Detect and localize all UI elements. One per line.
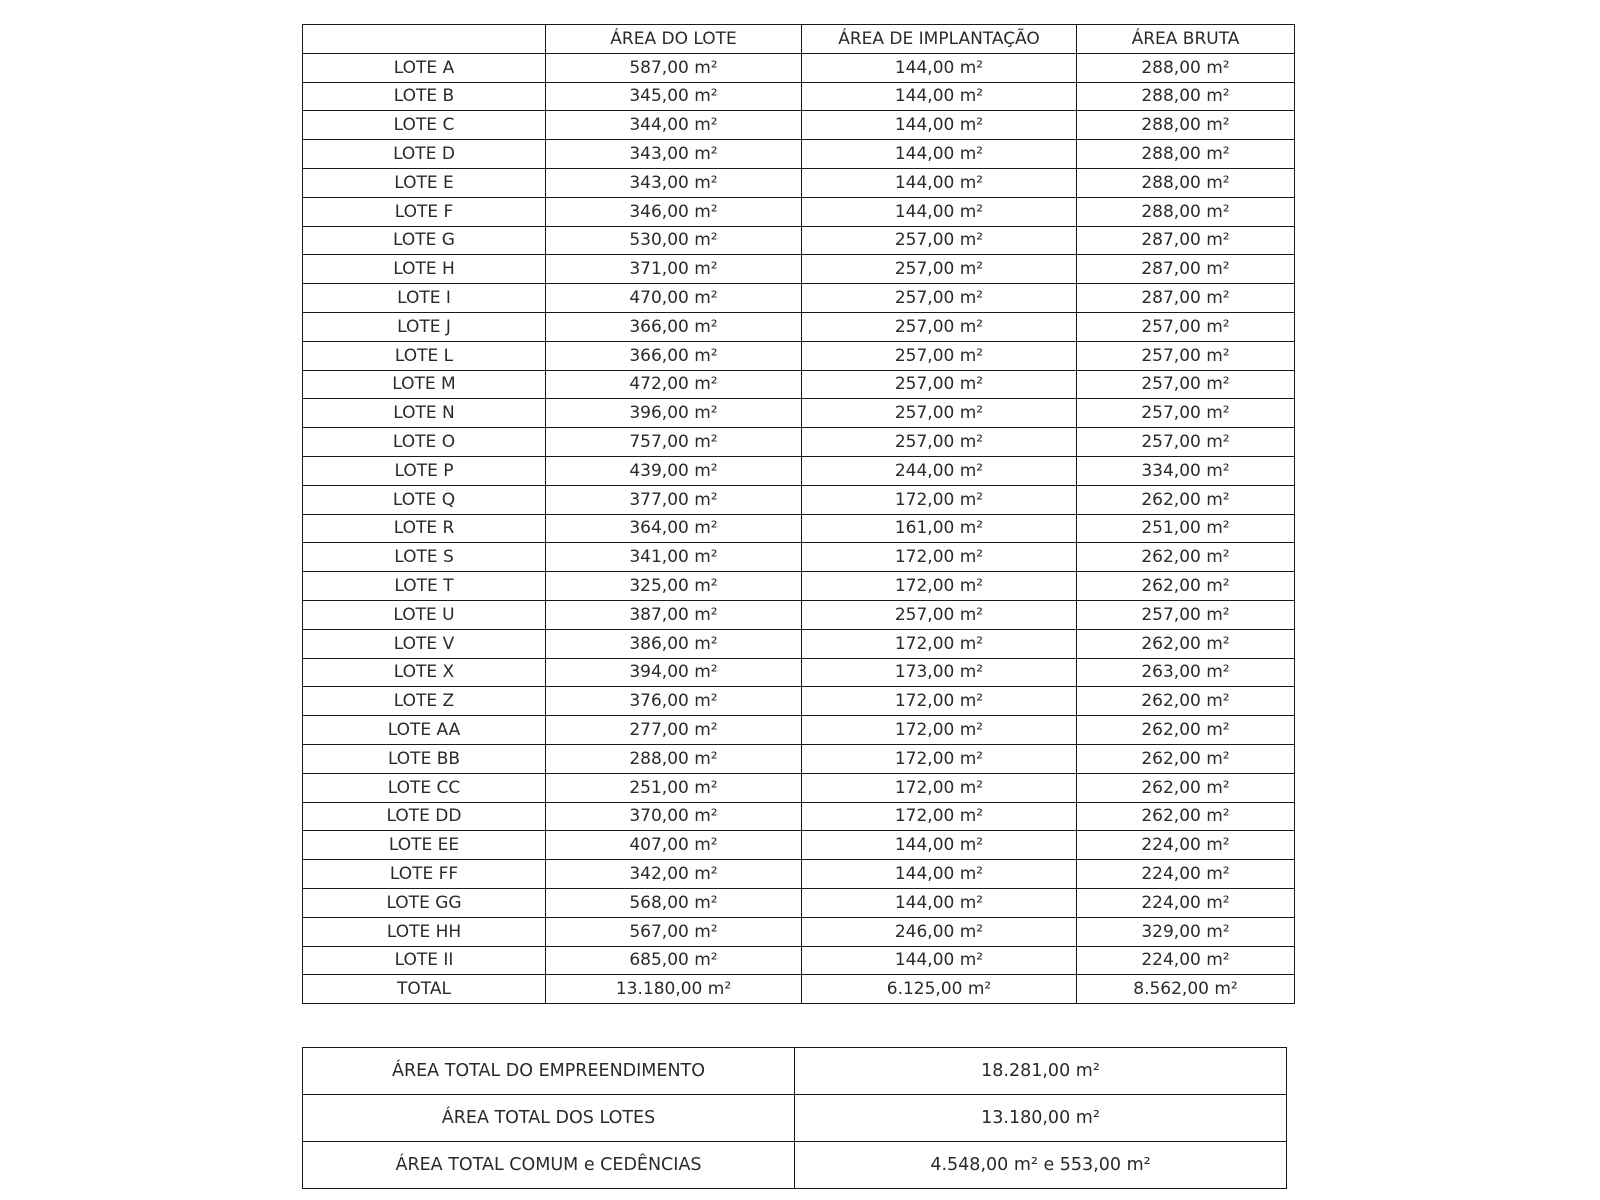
implantation-area-cell: 257,00 m²	[802, 600, 1077, 629]
summary-label-cell: ÁREA TOTAL DOS LOTES	[303, 1095, 795, 1142]
lot-area-cell: 345,00 m²	[546, 82, 802, 111]
lot-name-cell: LOTE S	[303, 543, 546, 572]
summary-row	[303, 1048, 1287, 1095]
lot-name-cell: LOTE D	[303, 140, 546, 169]
gross-area-cell: 262,00 m²	[1077, 716, 1295, 745]
lots-table-body	[303, 53, 1295, 1003]
lot-name-cell: LOTE Z	[303, 687, 546, 716]
gross-area-cell: 288,00 m²	[1077, 168, 1295, 197]
gross-area-cell: 257,00 m²	[1077, 370, 1295, 399]
lot-name-cell: LOTE R	[303, 514, 546, 543]
lot-name-cell: LOTE FF	[303, 860, 546, 889]
table-row	[303, 802, 1295, 831]
total-row	[303, 975, 1295, 1004]
table-row	[303, 82, 1295, 111]
lots-table-header	[303, 25, 1295, 54]
lot-area-cell: 370,00 m²	[546, 802, 802, 831]
table-row	[303, 888, 1295, 917]
table-row	[303, 341, 1295, 370]
lot-area-cell: 685,00 m²	[546, 946, 802, 975]
lot-area-cell: 377,00 m²	[546, 485, 802, 514]
lot-name-cell: LOTE AA	[303, 716, 546, 745]
implantation-area-cell: 172,00 m²	[802, 773, 1077, 802]
table-row	[303, 514, 1295, 543]
lot-area-cell: 567,00 m²	[546, 917, 802, 946]
gross-area-cell: 287,00 m²	[1077, 226, 1295, 255]
table-row	[303, 140, 1295, 169]
lot-area-cell: 396,00 m²	[546, 399, 802, 428]
lot-name-cell: LOTE EE	[303, 831, 546, 860]
lot-area-cell: 251,00 m²	[546, 773, 802, 802]
implantation-area-cell: 172,00 m²	[802, 629, 1077, 658]
lot-area-cell: 366,00 m²	[546, 312, 802, 341]
lot-name-cell: LOTE O	[303, 428, 546, 457]
header-blank-cell	[303, 25, 546, 54]
lot-area-cell: 346,00 m²	[546, 197, 802, 226]
summary-value-cell: 13.180,00 m²	[795, 1095, 1287, 1142]
lot-name-cell: LOTE U	[303, 600, 546, 629]
lot-area-cell: 470,00 m²	[546, 284, 802, 313]
lot-name-cell: LOTE N	[303, 399, 546, 428]
table-row	[303, 831, 1295, 860]
implantation-area-cell: 6.125,00 m²	[802, 975, 1077, 1004]
summary-table-body	[303, 1048, 1287, 1189]
lot-area-cell: 387,00 m²	[546, 600, 802, 629]
table-row	[303, 226, 1295, 255]
gross-area-cell: 8.562,00 m²	[1077, 975, 1295, 1004]
table-row	[303, 312, 1295, 341]
gross-area-cell: 288,00 m²	[1077, 111, 1295, 140]
lot-area-cell: 13.180,00 m²	[546, 975, 802, 1004]
implantation-area-cell: 144,00 m²	[802, 860, 1077, 889]
lot-name-cell: LOTE G	[303, 226, 546, 255]
lot-area-cell: 371,00 m²	[546, 255, 802, 284]
lot-area-cell: 568,00 m²	[546, 888, 802, 917]
gross-area-cell: 262,00 m²	[1077, 802, 1295, 831]
implantation-area-cell: 172,00 m²	[802, 744, 1077, 773]
lot-name-cell: LOTE M	[303, 370, 546, 399]
lot-area-cell: 530,00 m²	[546, 226, 802, 255]
implantation-area-cell: 144,00 m²	[802, 168, 1077, 197]
header-implantation-area: ÁREA DE IMPLANTAÇÃO	[802, 25, 1077, 54]
implantation-area-cell: 144,00 m²	[802, 946, 1077, 975]
header-row	[303, 25, 1295, 54]
implantation-area-cell: 257,00 m²	[802, 428, 1077, 457]
gross-area-cell: 288,00 m²	[1077, 53, 1295, 82]
implantation-area-cell: 257,00 m²	[802, 341, 1077, 370]
gross-area-cell: 262,00 m²	[1077, 572, 1295, 601]
summary-label-cell: ÁREA TOTAL COMUM e CEDÊNCIAS	[303, 1142, 795, 1189]
gross-area-cell: 224,00 m²	[1077, 860, 1295, 889]
table-row	[303, 860, 1295, 889]
table-row	[303, 687, 1295, 716]
lot-area-cell: 341,00 m²	[546, 543, 802, 572]
gross-area-cell: 288,00 m²	[1077, 197, 1295, 226]
table-row	[303, 399, 1295, 428]
lot-name-cell: LOTE GG	[303, 888, 546, 917]
implantation-area-cell: 144,00 m²	[802, 888, 1077, 917]
implantation-area-cell: 172,00 m²	[802, 687, 1077, 716]
table-row	[303, 658, 1295, 687]
summary-value-cell: 18.281,00 m²	[795, 1048, 1287, 1095]
implantation-area-cell: 172,00 m²	[802, 485, 1077, 514]
table-row	[303, 370, 1295, 399]
lot-area-cell: 587,00 m²	[546, 53, 802, 82]
gross-area-cell: 257,00 m²	[1077, 600, 1295, 629]
gross-area-cell: 262,00 m²	[1077, 485, 1295, 514]
lot-area-cell: 472,00 m²	[546, 370, 802, 399]
summary-area-table	[302, 1047, 1287, 1189]
lot-area-cell: 342,00 m²	[546, 860, 802, 889]
gross-area-cell: 224,00 m²	[1077, 888, 1295, 917]
implantation-area-cell: 172,00 m²	[802, 802, 1077, 831]
implantation-area-cell: 144,00 m²	[802, 197, 1077, 226]
lot-name-cell: LOTE X	[303, 658, 546, 687]
lot-area-cell: 366,00 m²	[546, 341, 802, 370]
gross-area-cell: 257,00 m²	[1077, 399, 1295, 428]
table-row	[303, 946, 1295, 975]
lot-name-cell: LOTE F	[303, 197, 546, 226]
gross-area-cell: 263,00 m²	[1077, 658, 1295, 687]
table-row	[303, 716, 1295, 745]
lot-name-cell: LOTE Q	[303, 485, 546, 514]
implantation-area-cell: 144,00 m²	[802, 53, 1077, 82]
table-row	[303, 572, 1295, 601]
lot-area-cell: 386,00 m²	[546, 629, 802, 658]
lot-name-cell: LOTE HH	[303, 917, 546, 946]
table-row	[303, 284, 1295, 313]
table-row	[303, 428, 1295, 457]
lot-name-cell: LOTE T	[303, 572, 546, 601]
table-row	[303, 600, 1295, 629]
table-row	[303, 456, 1295, 485]
table-row	[303, 53, 1295, 82]
gross-area-cell: 329,00 m²	[1077, 917, 1295, 946]
implantation-area-cell: 144,00 m²	[802, 82, 1077, 111]
gross-area-cell: 224,00 m²	[1077, 946, 1295, 975]
implantation-area-cell: 257,00 m²	[802, 370, 1077, 399]
lot-area-cell: 343,00 m²	[546, 140, 802, 169]
implantation-area-cell: 172,00 m²	[802, 572, 1077, 601]
implantation-area-cell: 244,00 m²	[802, 456, 1077, 485]
lot-name-cell: LOTE A	[303, 53, 546, 82]
gross-area-cell: 288,00 m²	[1077, 82, 1295, 111]
gross-area-cell: 288,00 m²	[1077, 140, 1295, 169]
lot-area-cell: 325,00 m²	[546, 572, 802, 601]
lot-name-cell: LOTE CC	[303, 773, 546, 802]
table-row	[303, 168, 1295, 197]
lot-area-cell: 344,00 m²	[546, 111, 802, 140]
summary-row	[303, 1142, 1287, 1189]
gross-area-cell: 334,00 m²	[1077, 456, 1295, 485]
gross-area-cell: 262,00 m²	[1077, 687, 1295, 716]
gross-area-cell: 224,00 m²	[1077, 831, 1295, 860]
implantation-area-cell: 161,00 m²	[802, 514, 1077, 543]
table-row	[303, 543, 1295, 572]
summary-value-cell: 4.548,00 m² e 553,00 m²	[795, 1142, 1287, 1189]
gross-area-cell: 257,00 m²	[1077, 312, 1295, 341]
table-row	[303, 255, 1295, 284]
lot-area-cell: 376,00 m²	[546, 687, 802, 716]
lot-name-cell: LOTE I	[303, 284, 546, 313]
implantation-area-cell: 257,00 m²	[802, 226, 1077, 255]
implantation-area-cell: 173,00 m²	[802, 658, 1077, 687]
implantation-area-cell: 257,00 m²	[802, 284, 1077, 313]
implantation-area-cell: 257,00 m²	[802, 399, 1077, 428]
lot-name-cell: LOTE DD	[303, 802, 546, 831]
lot-area-cell: 343,00 m²	[546, 168, 802, 197]
lot-area-cell: 757,00 m²	[546, 428, 802, 457]
gross-area-cell: 251,00 m²	[1077, 514, 1295, 543]
gross-area-cell: 257,00 m²	[1077, 341, 1295, 370]
lot-area-cell: 288,00 m²	[546, 744, 802, 773]
lot-name-cell: LOTE E	[303, 168, 546, 197]
lot-name-cell: LOTE V	[303, 629, 546, 658]
lot-area-cell: 439,00 m²	[546, 456, 802, 485]
gross-area-cell: 262,00 m²	[1077, 744, 1295, 773]
table-row	[303, 773, 1295, 802]
table-row	[303, 485, 1295, 514]
lot-area-cell: 407,00 m²	[546, 831, 802, 860]
lot-name-cell: LOTE II	[303, 946, 546, 975]
summary-row	[303, 1095, 1287, 1142]
table-row	[303, 629, 1295, 658]
lots-area-table	[302, 24, 1295, 1004]
gross-area-cell: 287,00 m²	[1077, 255, 1295, 284]
table-row	[303, 111, 1295, 140]
lot-name-cell: LOTE P	[303, 456, 546, 485]
gross-area-cell: 262,00 m²	[1077, 629, 1295, 658]
implantation-area-cell: 144,00 m²	[802, 831, 1077, 860]
gross-area-cell: 287,00 m²	[1077, 284, 1295, 313]
implantation-area-cell: 144,00 m²	[802, 111, 1077, 140]
implantation-area-cell: 144,00 m²	[802, 140, 1077, 169]
implantation-area-cell: 257,00 m²	[802, 255, 1077, 284]
header-gross-area: ÁREA BRUTA	[1077, 25, 1295, 54]
gross-area-cell: 262,00 m²	[1077, 773, 1295, 802]
implantation-area-cell: 172,00 m²	[802, 543, 1077, 572]
implantation-area-cell: 172,00 m²	[802, 716, 1077, 745]
table-row	[303, 917, 1295, 946]
gross-area-cell: 262,00 m²	[1077, 543, 1295, 572]
lot-name-cell: LOTE B	[303, 82, 546, 111]
header-lot-area: ÁREA DO LOTE	[546, 25, 802, 54]
lot-name-cell: TOTAL	[303, 975, 546, 1004]
lot-name-cell: LOTE L	[303, 341, 546, 370]
table-row	[303, 197, 1295, 226]
lot-name-cell: LOTE BB	[303, 744, 546, 773]
lot-area-cell: 364,00 m²	[546, 514, 802, 543]
implantation-area-cell: 257,00 m²	[802, 312, 1077, 341]
lot-area-cell: 277,00 m²	[546, 716, 802, 745]
lot-area-cell: 394,00 m²	[546, 658, 802, 687]
gross-area-cell: 257,00 m²	[1077, 428, 1295, 457]
lot-name-cell: LOTE J	[303, 312, 546, 341]
implantation-area-cell: 246,00 m²	[802, 917, 1077, 946]
table-row	[303, 744, 1295, 773]
lot-name-cell: LOTE H	[303, 255, 546, 284]
summary-label-cell: ÁREA TOTAL DO EMPREENDIMENTO	[303, 1048, 795, 1095]
lot-name-cell: LOTE C	[303, 111, 546, 140]
